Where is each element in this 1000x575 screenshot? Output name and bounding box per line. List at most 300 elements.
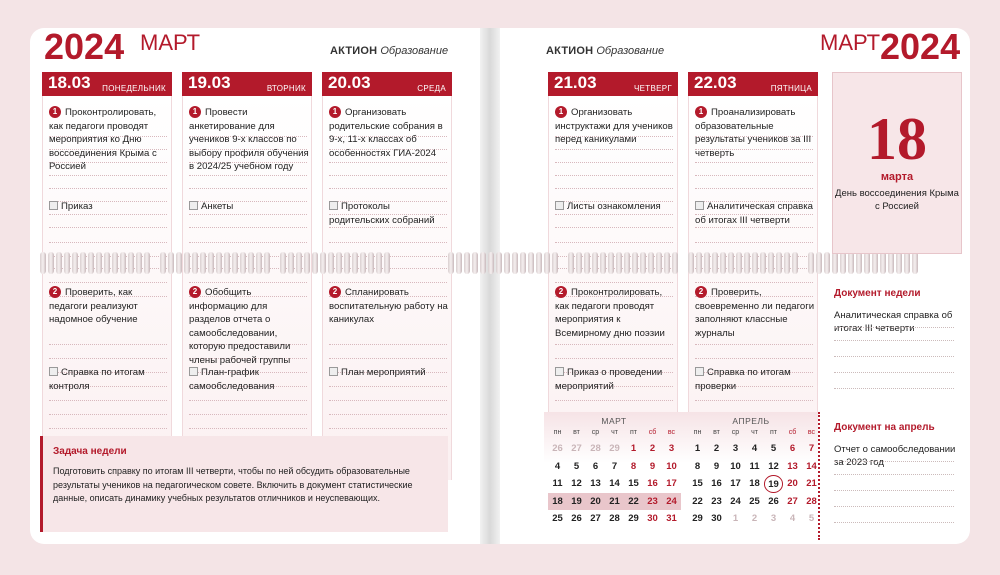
calendar-day: 23 [711,495,722,507]
spiral-ring [848,252,854,274]
spiral-ring [824,252,830,274]
calendar-weekday: вс [667,429,676,436]
spiral-ring [328,252,334,274]
day-column [548,72,678,392]
ruled-line [189,176,307,189]
task-1-text: Проконтролировать, как педагоги проводят мероприятия ко Дню воссоединения Крыма с Россией [49,107,157,172]
spiral-ring [448,252,454,274]
calendar-day: 8 [694,460,701,472]
spiral-gap [272,252,280,274]
task-number-badge: 1 [49,106,61,118]
spiral-ring [104,252,110,274]
calendar-day: 24 [662,493,681,511]
spiral-ring [320,252,326,274]
calendar-day: 27 [571,443,582,454]
task-2 [555,286,677,340]
doc-2-text: Приказ о проведении мероприятий [555,367,663,392]
spiral-ring [696,252,702,274]
day-body [322,96,452,480]
spiral-ring [512,252,518,274]
doc-1 [555,200,677,214]
spiral-ring [592,252,598,274]
spiral-ring [896,252,902,274]
spiral-ring [864,252,870,274]
ruled-line [695,346,813,359]
calendar-day: 22 [692,495,703,507]
spiral-ring [616,252,622,274]
calendar-day: 6 [592,460,599,472]
spiral-ring [472,252,478,274]
calendar-weekday: сб [788,429,797,436]
book-gutter [480,28,500,544]
spiral-ring [600,252,606,274]
ruled-line [555,150,673,163]
calendar-weekday: пн [553,429,562,436]
calendar-weekday: чт [751,429,758,436]
spiral-ring [192,252,198,274]
calendar-weekday: сб [648,429,657,436]
calendar-title: МАРТ [601,416,627,426]
task-1 [555,106,677,147]
calendar-day: 2 [649,443,656,454]
spiral-ring [904,252,910,274]
calendar-day: 23 [643,493,662,511]
document-icon [329,201,338,210]
document-icon [555,201,564,210]
calendar-day: 27 [787,495,798,507]
spiral-ring [856,252,862,274]
day-header [688,72,818,96]
task-number-badge: 2 [329,286,341,298]
calendar-day: 17 [730,478,741,489]
calendar-title: АПРЕЛЬ [732,416,770,426]
task-number-badge: 2 [555,286,567,298]
ruled-line [329,163,447,176]
calendar-weekday: пт [630,429,637,436]
calendar-day: 2 [751,513,758,524]
ruled-line [834,356,954,357]
week-task-title: Задача недели [53,446,127,457]
spiral-ring [360,252,366,274]
calendar-day: 5 [770,443,777,454]
day-date: 22.03 [694,73,737,92]
calendar-day: 10 [730,460,741,472]
doc-1-text: Анкеты [201,201,234,212]
doc-1 [189,200,311,214]
calendar-day: 3 [732,443,739,454]
spiral-ring [184,252,190,274]
ruled-line [329,332,447,345]
doc-2 [189,366,311,393]
doc-2-text: Справка по итогам контроля [49,367,145,392]
calendar-grid [548,426,684,528]
spiral-ring [216,252,222,274]
task-1 [49,106,171,174]
document-icon [329,367,338,376]
calendar-day: 25 [552,513,563,524]
featured-date-event: День воссоединения Крыма с Россией [835,188,959,212]
doc-1-text: Приказ [61,201,93,212]
calendar-day: 28 [806,495,817,507]
spiral-ring [64,252,70,274]
spiral-ring [584,252,590,274]
calendar-day: 26 [571,513,582,524]
spiral-ring [40,252,46,274]
spiral-ring [520,252,526,274]
ruled-line [329,402,447,415]
spiral-ring [760,252,766,274]
doc-april-title: Документ на апрель [834,422,935,433]
ruled-line [49,416,167,429]
spiral-ring [296,252,302,274]
calendar-day: 28 [609,513,620,524]
calendar-day: 9 [649,460,656,472]
featured-date-card [832,72,962,254]
year-left: 2024 [44,26,125,67]
doc-2 [49,366,171,393]
featured-date-month: марта [880,171,914,183]
task-2-text: Проконтролировать, как педагоги проводят мероприятия к Всемирному дню поэзии [555,287,665,339]
spiral-ring [888,252,894,274]
calendar-day: 30 [711,513,722,524]
ruled-line [555,346,673,359]
ruled-line [49,346,167,359]
document-icon [189,367,198,376]
spiral-ring [872,252,878,274]
ruled-line [329,230,447,243]
calendar-day: 14 [806,460,817,472]
calendar-weekday: чт [611,429,618,436]
day-date: 18.03 [48,73,91,92]
week-task-text: Подготовить справку по итогам III четверти, чтобы по ней обсудить образовательные результаты учеников на педагогическом совете. Включить в документ статистические данные, описать динамику учебных результатов отличников и неуспевающих. [53,466,413,503]
calendar-weekday: пн [693,429,702,436]
doc-1 [49,200,171,214]
ruled-line [329,388,447,401]
spiral-ring [784,252,790,274]
task-1-text: Проанализировать образовательные результаты учеников за III четверть [695,107,812,159]
brand-logo: АКТИОН [330,45,378,57]
calendar-day: 29 [609,443,620,454]
spiral-ring [632,252,638,274]
doc-2-text: Справка по итогам проверки [695,367,791,392]
day-header [182,72,312,96]
calendar-day: 4 [789,513,796,524]
month-right: МАРТ [820,30,881,55]
task-2-text: Проверить, своевременно ли педагоги заполняют классные журналы [695,287,815,339]
spiral-ring [120,252,126,274]
spiral-ring [168,252,174,274]
calendar-day: 15 [628,478,639,489]
task-1 [695,106,817,160]
calendar-day: 20 [787,478,798,489]
day-weekday: СРЕДА [417,84,446,93]
task-1-text: Организовать инструктажи для учеников перед каникулами [555,107,673,145]
spiral-ring [752,252,758,274]
calendar-april [684,412,818,540]
ruled-line [329,176,447,189]
spiral-ring [880,252,886,274]
spiral-ring [80,252,86,274]
spiral-ring [48,252,54,274]
day-header [322,72,452,96]
ruled-line [49,332,167,345]
task-2 [329,286,451,327]
day-body [182,96,312,480]
document-icon [49,201,58,210]
spiral-gap [560,252,568,274]
day-date: 19.03 [188,73,231,92]
brand-right [546,45,664,57]
day-column [42,72,172,392]
doc-2 [555,366,677,393]
day-date: 20.03 [328,73,371,92]
ruled-line [834,474,954,475]
ruled-line [834,506,954,507]
ruled-line [834,340,954,341]
spiral-ring [480,252,486,274]
day-header [548,72,678,96]
doc-1-text: Аналитическая справка об итогах III четверти [695,201,813,226]
spiral-ring [648,252,654,274]
doc-week-title: Документ недели [834,288,921,299]
calendar-day: 19 [567,493,586,511]
calendar-day: 27 [590,513,601,524]
calendar-grid [688,426,818,528]
task-number-badge: 1 [329,106,341,118]
spiral-ring [576,252,582,274]
calendar-day: 1 [630,443,637,454]
task-number-badge: 1 [695,106,707,118]
doc-april-value: Отчет о самообследовании за 2023 год [834,444,956,468]
spiral-ring [776,252,782,274]
doc-week-value: Аналитическая справка об итогах III четверти [834,310,953,334]
calendar-day: 20 [586,493,605,511]
spiral-ring [704,252,710,274]
task-2 [49,286,171,327]
spiral-ring [568,252,574,274]
calendar-day: 26 [768,495,779,507]
task-2-text: Проверить, как педагоги реализуют надомное обучение [49,287,138,325]
spiral-ring [664,252,670,274]
ruled-line [834,327,954,328]
calendar-day: 18 [749,478,760,489]
task-1-text: Организовать родительские собрания в 9-х, 11-х классах об особенностях ГИА-2024 [329,107,443,159]
calendar-day: 3 [668,443,675,454]
day-column [688,72,818,392]
calendar-day: 1 [694,443,701,454]
calendar-day: 6 [789,443,796,454]
doc-1-text: Листы ознакомления [567,201,661,212]
spiral-ring [808,252,814,274]
calendar-day: 21 [605,493,624,511]
spiral-ring [832,252,838,274]
calendar-day: 26 [552,443,563,454]
brand-left [330,45,448,57]
day-column [182,72,312,392]
ruled-line [555,163,673,176]
doc-2 [329,366,451,380]
spiral-ring [96,252,102,274]
calendar-day: 7 [808,443,815,454]
spiral-ring [912,252,918,274]
spiral-ring [208,252,214,274]
ruled-line [555,215,673,228]
ruled-line [695,230,813,243]
spiral-ring [288,252,294,274]
ruled-line [189,416,307,429]
calendar-day: 5 [808,513,815,524]
ruled-line [49,402,167,415]
day-body [42,96,172,480]
calendar-day: 4 [751,443,758,454]
task-1 [329,106,451,160]
year-right: 2024 [880,26,961,67]
document-icon [555,367,564,376]
calendar-day: 10 [666,460,677,472]
calendar-day: 19 [764,475,783,493]
day-header [42,72,172,96]
spiral-ring [224,252,230,274]
task-2 [189,286,311,367]
calendar-day: 2 [713,443,720,454]
spiral-gap [152,252,160,274]
calendar-day: 1 [732,513,739,524]
document-icon [189,201,198,210]
spiral-ring [376,252,382,274]
task-2-text: Спланировать воспитательную работу на каникулах [329,287,448,325]
spiral-gap [920,252,928,274]
calendar-day: 12 [571,478,582,489]
task-1 [189,106,311,174]
spiral-ring [656,252,662,274]
ruled-line [49,215,167,228]
task-number-badge: 1 [189,106,201,118]
spiral-ring [488,252,494,274]
calendar-day: 8 [630,460,637,472]
spiral-ring [352,252,358,274]
task-number-badge: 2 [189,286,201,298]
task-2-text: Обобщить информацию для разделов отчета о самообследовании, которую предоставили члены рабочей группы [189,287,291,366]
calendar-day: 25 [749,495,760,507]
calendar-day: 24 [730,495,741,507]
brand-text: Образование [596,45,665,57]
document-icon [49,367,58,376]
calendar-day: 28 [590,443,601,454]
doc-1 [695,200,817,227]
spiral-ring [464,252,470,274]
doc-1 [329,200,451,227]
document-icon [695,201,704,210]
spiral-ring [176,252,182,274]
spiral-ring [792,252,798,274]
spiral-ring [768,252,774,274]
spiral-ring [624,252,630,274]
day-column [322,72,452,378]
calendar-weekday: вс [807,429,816,436]
calendar-day: 4 [554,460,561,472]
spiral-ring [384,252,390,274]
spiral-ring [728,252,734,274]
spiral-ring [256,252,262,274]
task-number-badge: 1 [555,106,567,118]
spiral-ring [504,252,510,274]
ruled-line [189,215,307,228]
spiral-gap [392,252,400,274]
spiral-ring [264,252,270,274]
calendar-weekday: ср [731,429,740,436]
spiral-ring [496,252,502,274]
spiral-ring [840,252,846,274]
day-weekday: ЧЕТВЕРГ [634,84,672,93]
ruled-line [49,230,167,243]
spiral-ring [136,252,142,274]
calendar-day: 14 [609,478,620,489]
spiral-ring [536,252,542,274]
calendar-day: 7 [611,460,618,472]
calendar-day: 13 [590,478,601,489]
ruled-line [49,176,167,189]
spiral-binding [40,252,960,274]
spiral-ring [88,252,94,274]
calendar-day: 16 [647,478,658,489]
ruled-line [189,230,307,243]
brand-logo: АКТИОН [546,45,594,57]
task-2 [695,286,817,340]
calendar-day: 17 [666,478,677,489]
spiral-ring [736,252,742,274]
spiral-ring [312,252,318,274]
spiral-gutter-gap [400,252,448,274]
spiral-ring [552,252,558,274]
calendar-weekday: пт [770,429,777,436]
spiral-ring [232,252,238,274]
calendar-day: 9 [713,460,720,472]
day-weekday: ВТОРНИК [266,84,306,93]
calendar-day: 13 [787,460,798,472]
calendar-day: 18 [548,493,567,511]
featured-date-number: 18 [867,106,927,172]
brand-text: Образование [380,45,449,57]
spiral-ring [720,252,726,274]
doc-2-text: План мероприятий [341,367,426,378]
spiral-ring [816,252,822,274]
week-task-panel [40,436,448,532]
spiral-ring [672,252,678,274]
spiral-ring [608,252,614,274]
spiral-ring [280,252,286,274]
task-1-text: Провести анкетирование для учеников 9-х классов по выбору профиля обучения в 2024/25 учебном году [189,107,309,172]
spiral-gap [680,252,688,274]
spiral-ring [144,252,150,274]
spiral-ring [112,252,118,274]
ruled-line [555,230,673,243]
spiral-ring [200,252,206,274]
ruled-line [189,402,307,415]
day-weekday: ПЯТНИЦА [770,84,812,93]
spiral-gap [800,252,808,274]
calendar-day: 29 [628,513,639,524]
ruled-line [555,176,673,189]
spiral-ring [128,252,134,274]
calendar-weekday: ср [591,429,600,436]
ruled-line [329,416,447,429]
spiral-ring [688,252,694,274]
spiral-ring [528,252,534,274]
calendar-day: 16 [711,478,722,489]
calendar-day: 30 [647,513,658,524]
doc-2 [695,366,817,393]
ruled-line [834,372,954,373]
